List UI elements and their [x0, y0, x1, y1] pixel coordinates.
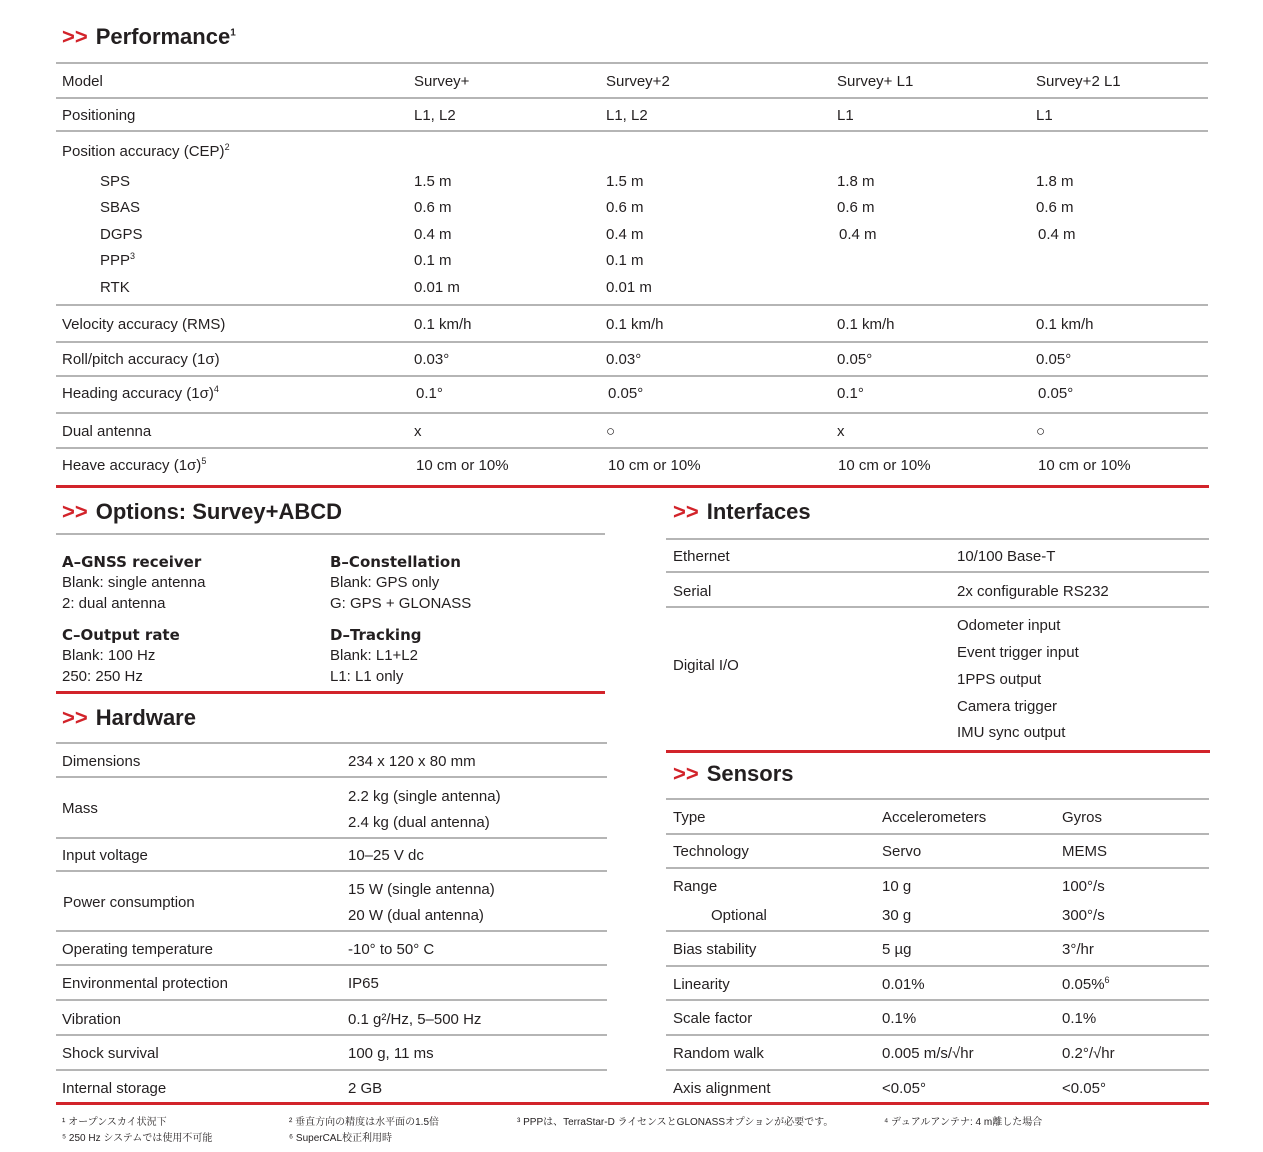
dual-antenna-value: x	[837, 423, 845, 440]
footnote: ² 垂直方向の精度は水平面の1.5倍	[289, 1117, 440, 1128]
section-divider	[56, 1102, 1209, 1105]
rule	[666, 867, 1209, 869]
if-value: Event trigger input	[957, 644, 1079, 661]
sensor-label-scale-factor: Scale factor	[673, 1010, 753, 1027]
dual-antenna-value: x	[414, 423, 422, 440]
hw-label-environmental: Environmental protection	[62, 975, 228, 992]
dual-antenna-value: ○	[606, 423, 616, 440]
sbas-value: 0.6 m	[414, 199, 452, 216]
rule	[666, 999, 1209, 1001]
hw-label-mass: Mass	[62, 800, 98, 817]
sensor-label-bias: Bias stability	[673, 941, 757, 958]
interfaces-title	[673, 499, 811, 525]
sbas-value: 0.6 m	[606, 199, 644, 216]
sublabel-ppp	[100, 252, 135, 270]
hw-value: 100 g, 11 ms	[348, 1045, 434, 1062]
option-b-line: Blank: GPS only	[330, 574, 440, 591]
rule	[666, 571, 1209, 573]
sublabel-sps: SPS	[100, 173, 131, 190]
option-a-heading: A–GNSS receiver	[62, 553, 202, 571]
option-b-heading: B–Constellation	[330, 553, 461, 571]
rule	[56, 412, 1208, 414]
rule	[56, 1034, 607, 1036]
rule	[666, 1034, 1209, 1036]
roll-pitch-value: 0.05°	[1036, 351, 1072, 368]
option-a-line: 2: dual antenna	[62, 595, 166, 612]
col-header-survey-plus: Survey+	[414, 73, 470, 90]
hw-value: 0.1 g²/Hz, 5–500 Hz	[348, 1011, 482, 1028]
hw-value: 20 W (dual antenna)	[348, 907, 484, 924]
sensor-gyro-value: 300°/s	[1062, 907, 1105, 924]
rule	[56, 930, 607, 932]
if-value: Camera trigger	[957, 698, 1058, 715]
rule	[56, 304, 1208, 306]
option-a-line: Blank: single antenna	[62, 574, 206, 591]
hw-label-dimensions: Dimensions	[62, 753, 141, 770]
rule	[666, 798, 1209, 800]
positioning-value: L1	[837, 107, 854, 124]
rule	[56, 97, 1208, 99]
rule	[56, 130, 1208, 132]
row-label-dual-antenna: Dual antenna	[62, 423, 152, 440]
velocity-value: 0.1 km/h	[1036, 316, 1094, 333]
heave-value: 10 cm or 10%	[1038, 457, 1131, 474]
option-c-line: 250: 250 Hz	[62, 668, 143, 685]
sensor-label-random-walk: Random walk	[673, 1045, 764, 1062]
sensor-label-range: Range	[673, 878, 718, 895]
hw-label-power: Power consumption	[63, 894, 195, 911]
if-label-serial: Serial	[673, 583, 712, 600]
hw-label-operating-temp: Operating temperature	[62, 941, 213, 958]
sublabel-rtk: RTK	[100, 279, 130, 296]
if-value: 2x configurable RS232	[957, 583, 1109, 600]
sensor-header-type: Type	[673, 809, 706, 826]
sensor-gyro-value: 100°/s	[1062, 878, 1105, 895]
option-d-heading: D–Tracking	[330, 626, 422, 644]
hw-label-storage: Internal storage	[62, 1080, 167, 1097]
option-c-heading: C–Output rate	[62, 626, 180, 644]
hw-value: 2.2 kg (single antenna)	[348, 788, 501, 805]
rule	[666, 930, 1209, 932]
ppp-value: 0.1 m	[414, 252, 452, 269]
sublabel-dgps: DGPS	[100, 226, 143, 243]
sensor-label-axis-alignment: Axis alignment	[673, 1080, 771, 1097]
rule	[666, 1069, 1209, 1071]
sensor-gyro-value: <0.05°	[1062, 1080, 1106, 1097]
rule	[56, 742, 607, 744]
section-divider	[56, 691, 605, 694]
row-label-positioning: Positioning	[62, 107, 136, 124]
sbas-value: 0.6 m	[1036, 199, 1074, 216]
footnote: ⁶ SuperCAL校正利用時	[289, 1133, 393, 1144]
heave-label: Heave accuracy (1σ)	[62, 457, 202, 474]
sps-value: 1.8 m	[1036, 173, 1074, 190]
sensor-label-linearity: Linearity	[673, 976, 730, 993]
section-arrow-icon: >>	[62, 499, 88, 524]
footnote-ref: 3	[130, 251, 136, 261]
footnote-ref: 2	[224, 142, 230, 152]
sbas-value: 0.6 m	[837, 199, 875, 216]
rule	[56, 999, 607, 1001]
heading-value: 0.05°	[1038, 385, 1074, 402]
sensor-gyro-value: 0.1%	[1062, 1010, 1097, 1027]
sensor-gyro-value: 3°/hr	[1062, 941, 1094, 958]
ppp-value: 0.1 m	[606, 252, 644, 269]
heave-value: 10 cm or 10%	[838, 457, 931, 474]
dgps-value: 0.4 m	[414, 226, 452, 243]
col-header-survey-plus-2-l1: Survey+2 L1	[1036, 73, 1121, 90]
roll-pitch-value: 0.05°	[837, 351, 873, 368]
section-arrow-icon: >>	[62, 705, 88, 730]
heading-value: 0.1°	[416, 385, 443, 402]
positioning-value: L1, L2	[606, 107, 648, 124]
hw-value: 2 GB	[348, 1080, 383, 1097]
sensor-accel-value: <0.05°	[882, 1080, 926, 1097]
rule	[56, 341, 1208, 343]
hw-value: 10–25 V dc	[348, 847, 424, 864]
sps-value: 1.8 m	[837, 173, 875, 190]
if-value: IMU sync output	[957, 724, 1066, 741]
sensor-gyro-value: 0.2°/√hr	[1062, 1045, 1115, 1062]
heading-value: 0.1°	[837, 385, 864, 402]
option-b-line: G: GPS + GLONASS	[330, 595, 472, 612]
footnote: ⁴ デュアルアンテナ: 4 m離した場合	[884, 1117, 1043, 1128]
sublabel-sbas: SBAS	[100, 199, 141, 216]
footnote: ¹ オープンスカイ状況下	[62, 1117, 167, 1128]
heading-label: Heading accuracy (1σ)	[62, 385, 214, 402]
hardware-title-text: Hardware	[95, 705, 196, 730]
if-value: 10/100 Base-T	[957, 548, 1056, 565]
sensor-header-accel: Accelerometers	[882, 809, 987, 826]
sensors-title	[673, 761, 794, 787]
roll-pitch-value: 0.03°	[606, 351, 642, 368]
sensor-header-gyro: Gyros	[1062, 809, 1103, 826]
sensor-gyro-value	[1062, 976, 1110, 994]
row-label-roll-pitch: Roll/pitch accuracy (1σ)	[62, 351, 220, 368]
options-title-text: Options: Survey+ABCD	[95, 499, 343, 524]
col-header-model: Model	[62, 73, 103, 90]
rule	[666, 606, 1209, 608]
sensor-accel-value: 5 µg	[882, 941, 912, 958]
positioning-value: L1	[1036, 107, 1053, 124]
options-title	[62, 499, 342, 525]
sps-value: 1.5 m	[606, 173, 644, 190]
rule	[666, 965, 1209, 967]
hardware-title	[62, 705, 196, 731]
performance-title-text: Performance	[95, 24, 231, 49]
velocity-value: 0.1 km/h	[837, 316, 895, 333]
rule	[666, 833, 1209, 835]
hw-label-vibration: Vibration	[62, 1011, 121, 1028]
performance-title	[62, 24, 236, 50]
rule	[56, 837, 607, 839]
velocity-value: 0.1 km/h	[414, 316, 472, 333]
if-value: Odometer input	[957, 617, 1061, 634]
row-label-heading	[62, 385, 219, 403]
performance-title-sup: 1	[230, 27, 236, 39]
if-label-ethernet: Ethernet	[673, 548, 730, 565]
sensor-accel-value: 0.1%	[882, 1010, 917, 1027]
hw-label-input-voltage: Input voltage	[62, 847, 148, 864]
row-label-velocity: Velocity accuracy (RMS)	[62, 316, 226, 333]
hw-value: IP65	[348, 975, 379, 992]
footnote-ref: 6	[1104, 975, 1110, 985]
hw-value: -10° to 50° C	[348, 941, 435, 958]
sensor-accel-value: 0.01%	[882, 976, 925, 993]
rtk-value: 0.01 m	[414, 279, 460, 296]
footnote-ref: 4	[213, 384, 219, 394]
rule	[56, 776, 607, 778]
option-d-line: Blank: L1+L2	[330, 647, 418, 664]
rule	[56, 447, 1208, 449]
row-label-heave	[62, 457, 206, 475]
rule	[56, 533, 605, 535]
linearity-gyro-text: 0.05%	[1062, 976, 1105, 993]
dgps-value: 0.4 m	[839, 226, 877, 243]
section-divider	[56, 485, 1209, 488]
rule	[56, 62, 1208, 64]
interfaces-title-text: Interfaces	[706, 499, 811, 524]
position-accuracy-label: Position accuracy (CEP)	[62, 143, 225, 160]
rule	[56, 964, 607, 966]
hw-label-shock: Shock survival	[62, 1045, 159, 1062]
sensor-accel-value: 0.005 m/s/√hr	[882, 1045, 974, 1062]
hw-value: 15 W (single antenna)	[348, 881, 495, 898]
sensor-accel-value: 30 g	[882, 907, 912, 924]
ppp-label: PPP	[100, 252, 131, 269]
sps-value: 1.5 m	[414, 173, 452, 190]
sensor-accel-value: 10 g	[882, 878, 912, 895]
heave-value: 10 cm or 10%	[416, 457, 509, 474]
positioning-value: L1, L2	[414, 107, 456, 124]
rule	[56, 375, 1208, 377]
velocity-value: 0.1 km/h	[606, 316, 664, 333]
dgps-value: 0.4 m	[1038, 226, 1076, 243]
sensor-gyro-value: MEMS	[1062, 843, 1107, 860]
dgps-value: 0.4 m	[606, 226, 644, 243]
option-d-line: L1: L1 only	[330, 668, 404, 685]
section-divider	[666, 750, 1210, 753]
col-header-survey-plus-l1: Survey+ L1	[837, 73, 914, 90]
section-arrow-icon: >>	[673, 761, 699, 786]
roll-pitch-value: 0.03°	[414, 351, 450, 368]
section-arrow-icon: >>	[62, 24, 88, 49]
sensor-label-optional: Optional	[711, 907, 767, 924]
rtk-value: 0.01 m	[606, 279, 652, 296]
sensor-label-technology: Technology	[673, 843, 749, 860]
hw-value: 234 x 120 x 80 mm	[348, 753, 476, 770]
footnote-ref: 5	[201, 456, 207, 466]
section-arrow-icon: >>	[673, 499, 699, 524]
rule	[56, 870, 607, 872]
rule	[56, 1069, 607, 1071]
rule	[666, 538, 1209, 540]
option-c-line: Blank: 100 Hz	[62, 647, 156, 664]
if-value: 1PPS output	[957, 671, 1042, 688]
col-header-survey-plus-2: Survey+2	[606, 73, 670, 90]
sensors-title-text: Sensors	[706, 761, 794, 786]
sensor-accel-value: Servo	[882, 843, 922, 860]
footnote: ⁵ 250 Hz システムでは使用不可能	[62, 1133, 213, 1144]
heave-value: 10 cm or 10%	[608, 457, 701, 474]
hw-value: 2.4 kg (dual antenna)	[348, 814, 490, 831]
footnote: ³ PPPは、TerraStar-D ライセンスとGLONASSオプションが必要です。	[517, 1117, 834, 1128]
if-label-digital-io: Digital I/O	[673, 657, 739, 674]
row-label-position-accuracy	[62, 143, 230, 161]
dual-antenna-value: ○	[1036, 423, 1046, 440]
heading-value: 0.05°	[608, 385, 644, 402]
